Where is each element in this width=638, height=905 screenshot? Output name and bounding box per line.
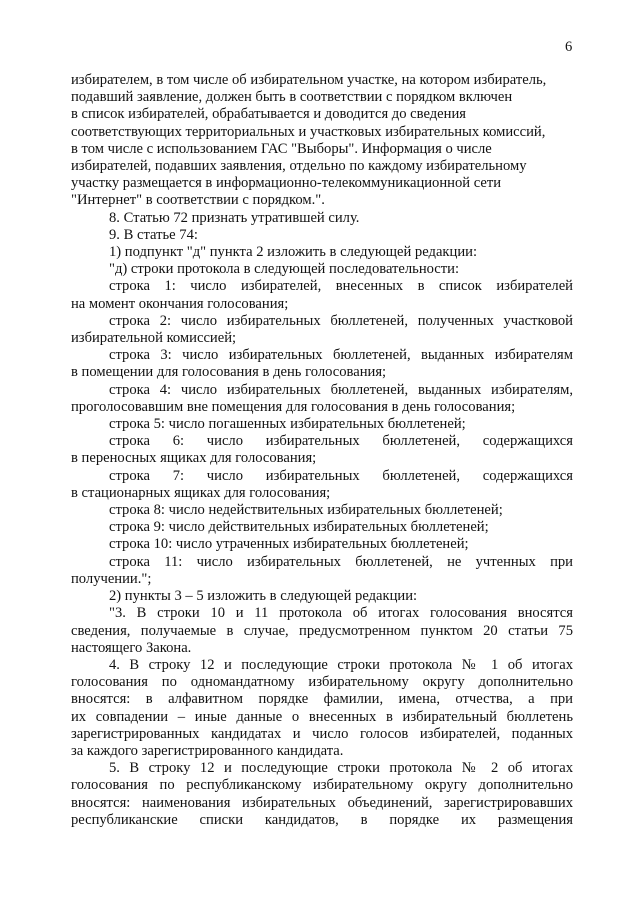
paragraph xyxy=(71,588,573,605)
paragraph xyxy=(71,536,573,553)
text-line: строка 2: число избирательных бюллетеней, полученных участковой xyxy=(109,312,573,329)
text-line: настоящего Закона. xyxy=(71,639,192,656)
text-line: голосования по республиканскому избирательному округу дополнительно xyxy=(71,777,573,794)
paragraph xyxy=(71,244,573,261)
text-line: республиканские списки кандидатов, в порядке их размещения xyxy=(71,811,573,828)
text-line: строка 9: число действительных избирательных бюллетеней; xyxy=(109,519,489,536)
paragraph xyxy=(71,313,573,347)
text-line: 2) пункты 3 – 5 изложить в следующей редакции: xyxy=(109,588,418,605)
text-line: 1) подпункт "д" пункта 2 изложить в следующей редакции: xyxy=(109,244,477,261)
text-line: строка 10: число утраченных избирательных бюллетеней; xyxy=(109,536,469,553)
paragraph xyxy=(71,554,573,588)
text-line: избирателем, в том числе об избирательном участке, на котором избиратель, xyxy=(71,72,547,88)
paragraph xyxy=(71,347,573,381)
text-line: 4. В строку 12 и последующие строки протокола № 1 об итогах xyxy=(109,656,573,673)
text-line: за каждого зарегистрированного кандидата. xyxy=(71,742,344,759)
paragraph xyxy=(71,433,573,467)
paragraph xyxy=(71,261,573,278)
paragraph xyxy=(71,416,573,433)
paragraph xyxy=(71,278,573,312)
text-line: получении."; xyxy=(71,570,152,587)
paragraph xyxy=(71,760,573,829)
document-body xyxy=(71,72,573,829)
text-line: "Интернет" в соответствии с порядком.". xyxy=(71,192,325,209)
text-line: 5. В строку 12 и последующие строки протокола № 2 об итогах xyxy=(109,760,573,777)
text-line: 9. В статье 74: xyxy=(109,226,198,243)
text-line: в помещении для голосования в день голосования; xyxy=(71,364,387,381)
text-line: строка 6: число избирательных бюллетеней, содержащихся xyxy=(109,433,573,450)
paragraph xyxy=(71,210,573,227)
text-line: на момент окончания голосования; xyxy=(71,295,289,312)
text-line: избирателей, подавших заявления, отдельно по каждому избирательному xyxy=(71,158,527,175)
text-line: строка 4: число избирательных бюллетеней, выданных избирателям, xyxy=(109,381,573,398)
text-line: сведения, получаемые в случае, предусмотренном пунктом 20 статьи 75 xyxy=(71,622,573,639)
text-line: соответствующих территориальных и участковых избирательных комиссий, xyxy=(71,123,546,140)
paragraph xyxy=(71,502,573,519)
text-line: проголосовавшим вне помещения для голосования в день голосования; xyxy=(71,398,516,415)
text-line: строка 11: число избирательных бюллетеней, не учтенных при xyxy=(109,553,573,570)
text-line: вносятся: в алфавитном порядке фамилии, имена, отчества, а при xyxy=(71,691,573,708)
text-line: "д) строки протокола в следующей последовательности: xyxy=(109,261,460,278)
text-line: строка 7: число избирательных бюллетеней, содержащихся xyxy=(109,467,573,484)
paragraph xyxy=(71,468,573,502)
paragraph xyxy=(71,227,573,244)
paragraph xyxy=(71,657,573,760)
text-line: голосования по одномандатному избирательному округу дополнительно xyxy=(71,674,573,691)
text-line: зарегистрированных кандидатах и число голосов избирателей, поданных xyxy=(71,725,573,742)
paragraph xyxy=(71,605,573,657)
text-line: в том числе с использованием ГАС "Выборы". Информация о числе xyxy=(71,140,492,157)
text-line: участку размещается в информационно-телекоммуникационной сети xyxy=(71,175,502,192)
text-line: строка 3: число избирательных бюллетеней, выданных избирателям xyxy=(109,347,573,364)
text-line: избирательной комиссией; xyxy=(71,330,237,347)
page-number: 6 xyxy=(565,39,573,55)
paragraph xyxy=(71,519,573,536)
text-line: подавший заявление, должен быть в соответствии с порядком включен xyxy=(71,89,513,106)
text-line: их совпадении – иные данные о внесенных в избирательный бюллетень xyxy=(71,708,573,725)
text-line: строка 8: число недействительных избирательных бюллетеней; xyxy=(109,502,503,519)
text-line: в переносных ящиках для голосования; xyxy=(71,450,317,467)
paragraph xyxy=(71,382,573,416)
text-line: в список избирателей, обрабатывается и доводится до сведения xyxy=(71,106,466,123)
text-line: строка 5: число погашенных избирательных бюллетеней; xyxy=(109,416,466,433)
text-line: "3. В строки 10 и 11 протокола об итогах голосования вносятся xyxy=(109,605,573,622)
text-line: в стационарных ящиках для голосования; xyxy=(71,484,331,501)
text-line: 8. Статью 72 признать утратившей силу. xyxy=(109,209,360,226)
text-line: строка 1: число избирателей, внесенных в список избирателей xyxy=(109,278,573,295)
paragraph xyxy=(71,72,573,210)
text-line: вносятся: наименования избирательных объединений, зарегистрировавших xyxy=(71,794,573,811)
